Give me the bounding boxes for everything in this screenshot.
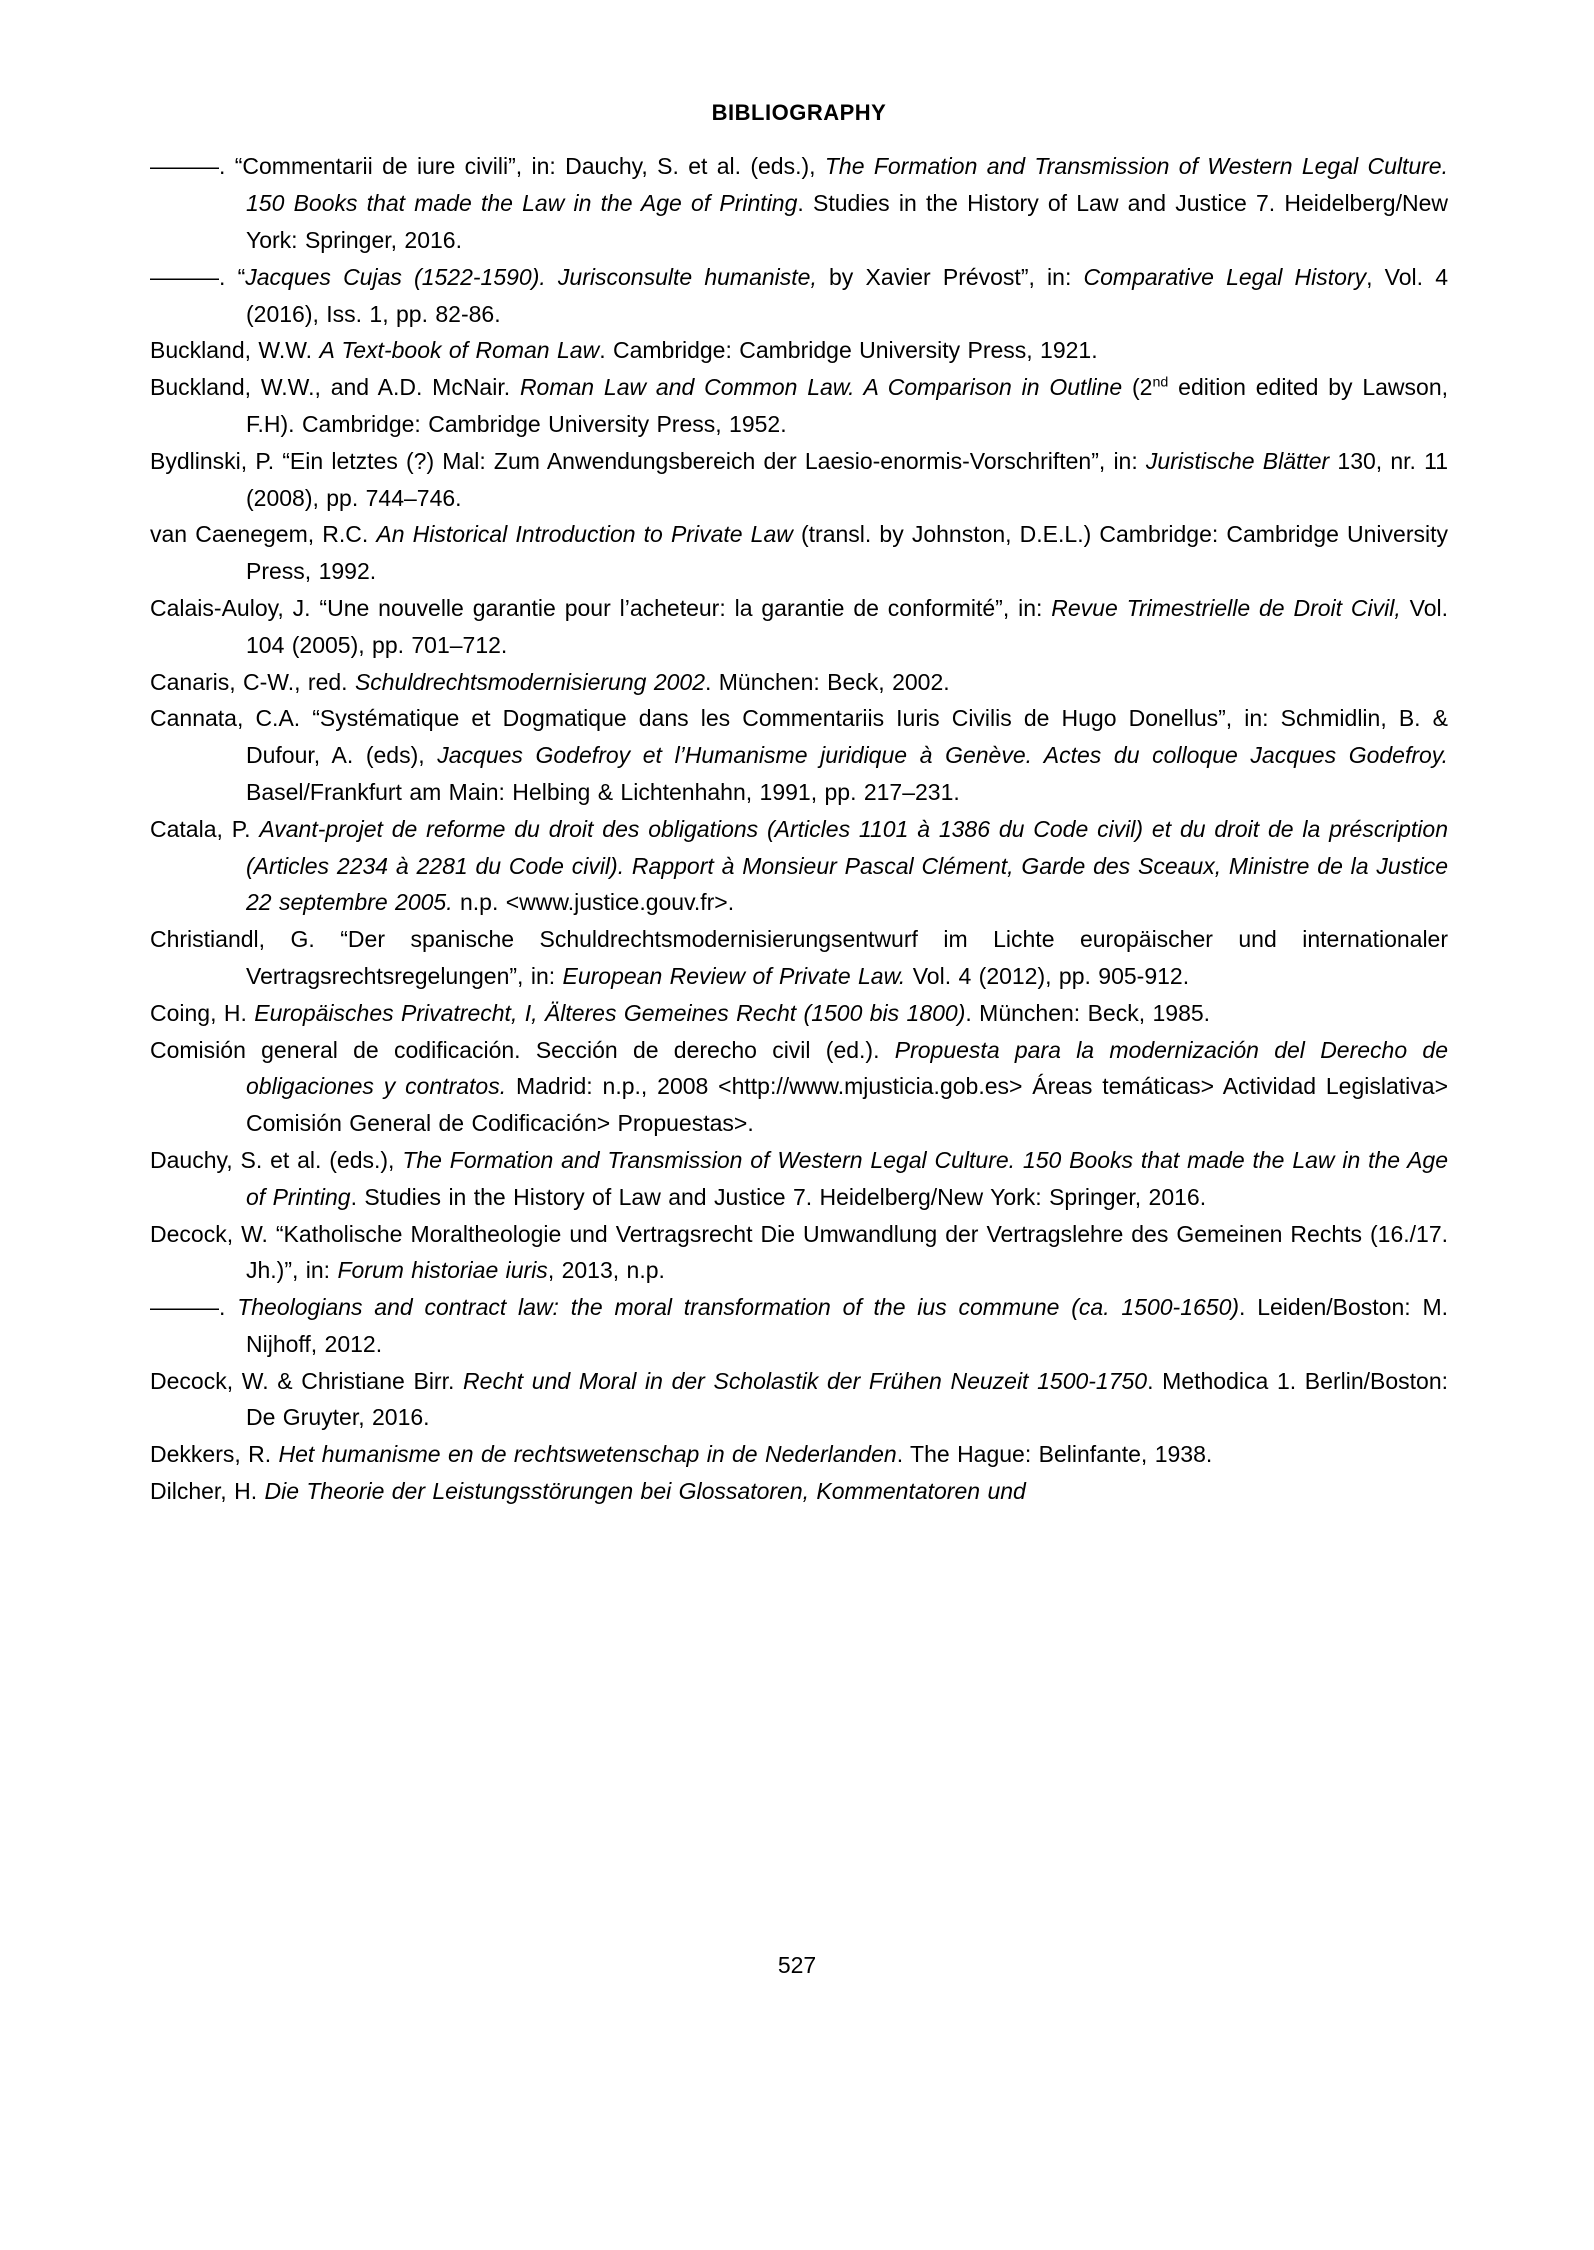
- entry-title-italic: Juristische Blätter: [1145, 447, 1330, 474]
- bibliography-entry: [150, 664, 1448, 701]
- bibliography-list: [150, 148, 1448, 1509]
- entry-text: Christiandl, G. “Der spanische Schuldrechtsmodernisierungsentwurf im Lichte europäischer und internationaler Vertragsrechtsregelungen”, in:: [150, 926, 1448, 989]
- entry-text: 130, nr. 11 (2008), pp. 744–746.: [246, 447, 1448, 511]
- entry-title-italic: Revue Trimestrielle de Droit Civil,: [1051, 594, 1401, 621]
- entry-text: nd: [1152, 374, 1169, 391]
- entry-text: Dauchy, S. et al. (eds.),: [150, 1146, 403, 1173]
- entry-text: van Caenegem, R.C.: [150, 521, 377, 548]
- entry-title-italic: Recht und Moral in der Scholastik der Frühen Neuzeit 1500-1750: [463, 1367, 1148, 1394]
- entry-title-italic: Theologians and contract law: the moral transformation of the ius commune (ca. 1500-1650): [237, 1294, 1240, 1321]
- entry-text: . Methodica 1. Berlin/Boston: De Gruyter, 2016.: [246, 1367, 1448, 1431]
- bibliography-entry: [150, 1473, 1448, 1510]
- entry-text: . München: Beck, 2002.: [704, 668, 950, 695]
- page-number: 527: [777, 1952, 817, 1978]
- bibliography-entry: [150, 811, 1448, 921]
- entry-text: Buckland, W.W., and A.D. McNair.: [150, 374, 520, 401]
- entry-text: Vol. 4 (2012), pp. 905-912.: [905, 962, 1190, 989]
- bibliography-entry: [150, 332, 1448, 369]
- entry-text: Madrid: n.p., 2008 <http://www.mjusticia.gob.es> Áreas temáticas> Actividad Legislativa> Comisión General de Codificación> Propuestas>.: [246, 1073, 1449, 1137]
- bibliography-entry: [150, 148, 1448, 258]
- entry-text: n.p. <www.justice.gouv.fr>.: [452, 889, 735, 916]
- bibliography-entry: [150, 995, 1448, 1032]
- entry-title-italic: Schuldrechtsmodernisierung 2002: [354, 668, 705, 695]
- entry-text: Coing, H.: [150, 999, 255, 1026]
- entry-text: Cannata, C.A. “Systématique et Dogmatique dans les Commentariis Iuris Civilis de Hugo Donellus”, in: Schmidlin, B. & Dufour, A. (eds),: [150, 705, 1448, 769]
- entry-text: Basel/Frankfurt am Main: Helbing & Lichtenhahn, 1991, pp. 217–231.: [246, 778, 960, 805]
- entry-text: . München: Beck, 1985.: [965, 999, 1211, 1026]
- entry-title-italic: Europäisches Privatrecht, I, Älteres Gemeines Recht (1500 bis 1800): [254, 999, 966, 1026]
- entry-text: Buckland, W.W.: [150, 337, 320, 364]
- bibliography-entry: [150, 1032, 1448, 1142]
- entry-title-italic: Comparative Legal History: [1083, 263, 1367, 290]
- bibliography-entry: [150, 369, 1448, 443]
- entry-title-italic: Jacques Godefroy et l’Humanisme juridique à Genève. Actes du colloque Jacques Godefroy.: [437, 742, 1448, 769]
- entry-title-italic: Roman Law and Common Law. A Comparison in Outline: [519, 374, 1123, 401]
- entry-text: Dekkers, R.: [150, 1441, 279, 1468]
- entry-text: . Studies in the History of Law and Justice 7. Heidelberg/New York: Springer, 2016.: [246, 190, 1448, 253]
- entry-title-italic: A Text-book of Roman Law: [319, 337, 600, 364]
- entry-text: Bydlinski, P. “Ein letztes (?) Mal: Zum Anwendungsbereich der Laesio-enormis-Vorschriften”, in:: [150, 447, 1146, 474]
- entry-title-italic: Avant-projet de reforme du droit des obligations (Articles 1101 à 1386 du Code civil) et du droit de la préscription (Articles 2234 à 2281 du Code civil). Rapport à Monsieur Pascal Clément, Garde des Sceaux, Ministre de la Justice 22 septembre 2005.: [246, 815, 1448, 916]
- entry-title-italic: European Review of Private Law.: [562, 962, 906, 989]
- entry-text: Decock, W. “Katholische Moraltheologie und Vertragsrecht Die Umwandlung der Vertragslehre des Gemeinen Rechts (16./17. Jh.)”, in:: [150, 1220, 1448, 1284]
- entry-title-italic: Forum historiae iuris: [337, 1257, 548, 1284]
- entry-title-italic: Die Theorie der Leistungsstörungen bei Glossatoren, Kommentatoren und: [264, 1478, 1026, 1505]
- entry-title-italic: Propuesta para la modernización del Derecho de obligaciones y contratos.: [246, 1036, 1448, 1100]
- bibliography-entry: [150, 1436, 1448, 1473]
- entry-text: . The Hague: Belinfante, 1938.: [896, 1441, 1213, 1468]
- bibliography-entry: [150, 921, 1448, 995]
- entry-text: Catala, P.: [150, 815, 260, 842]
- bibliography-entry: [150, 443, 1448, 517]
- entry-text: Canaris, C-W., red.: [150, 668, 355, 695]
- entry-text: , 2013, n.p.: [547, 1257, 665, 1284]
- entry-title-italic: Het humanisme en de rechtswetenschap in de Nederlanden: [278, 1441, 897, 1468]
- entry-text: (transl. by Johnston, D.E.L.) Cambridge: Cambridge University Press, 1992.: [246, 521, 1448, 585]
- bibliography-entry: [150, 1363, 1448, 1437]
- entry-text: Vol. 104 (2005), pp. 701–712.: [246, 594, 1448, 658]
- bibliography-entry: [150, 1289, 1448, 1363]
- entry-text: . Leiden/Boston: M. Nijhoff, 2012.: [246, 1294, 1448, 1357]
- bibliography-entry: [150, 1216, 1448, 1290]
- entry-text: Dilcher, H.: [150, 1478, 265, 1505]
- entry-text: Decock, W. & Christiane Birr.: [150, 1367, 464, 1394]
- entry-title-italic: The Formation and Transmission of Western Legal Culture. 150 Books that made the Law in the Age of Printing: [246, 153, 1448, 217]
- entry-title-italic: An Historical Introduction to Private Law: [376, 521, 793, 548]
- entry-title-italic: Jacques Cujas (1522-1590). Jurisconsulte humaniste,: [245, 263, 817, 290]
- page-title: BIBLIOGRAPHY: [711, 100, 887, 125]
- entry-text: edition edited by Lawson, F.H). Cambridge: Cambridge University Press, 1952.: [246, 374, 1449, 437]
- entry-text: . Cambridge: Cambridge University Press, 1921.: [599, 337, 1098, 364]
- entry-text: by Xavier Prévost”, in:: [816, 263, 1084, 290]
- entry-text: . Studies in the History of Law and Justice 7. Heidelberg/New York: Springer, 2016.: [350, 1183, 1207, 1210]
- entry-text: Comisión general de codificación. Sección de derecho civil (ed.).: [150, 1036, 895, 1063]
- bibliography-entry: [150, 700, 1448, 810]
- entry-text: ———.: [150, 1294, 238, 1321]
- entry-text: ———. “: [150, 263, 246, 290]
- entry-text: Calais-Auloy, J. “Une nouvelle garantie pour l’acheteur: la garantie de conformité”, in:: [150, 594, 1052, 621]
- entry-text: , Vol. 4 (2016), Iss. 1, pp. 82-86.: [246, 263, 1449, 327]
- bibliography-entry: [150, 590, 1448, 664]
- entry-text: ———. “Commentarii de iure civili”, in: Dauchy, S. et al. (eds.),: [150, 153, 825, 180]
- bibliography-entry: [150, 259, 1448, 333]
- bibliography-entry: [150, 516, 1448, 590]
- entry-title-italic: The Formation and Transmission of Western Legal Culture. 150 Books that made the Law in the Age of Printing: [246, 1146, 1449, 1210]
- entry-text: (2: [1122, 374, 1153, 401]
- bibliography-entry: [150, 1142, 1448, 1216]
